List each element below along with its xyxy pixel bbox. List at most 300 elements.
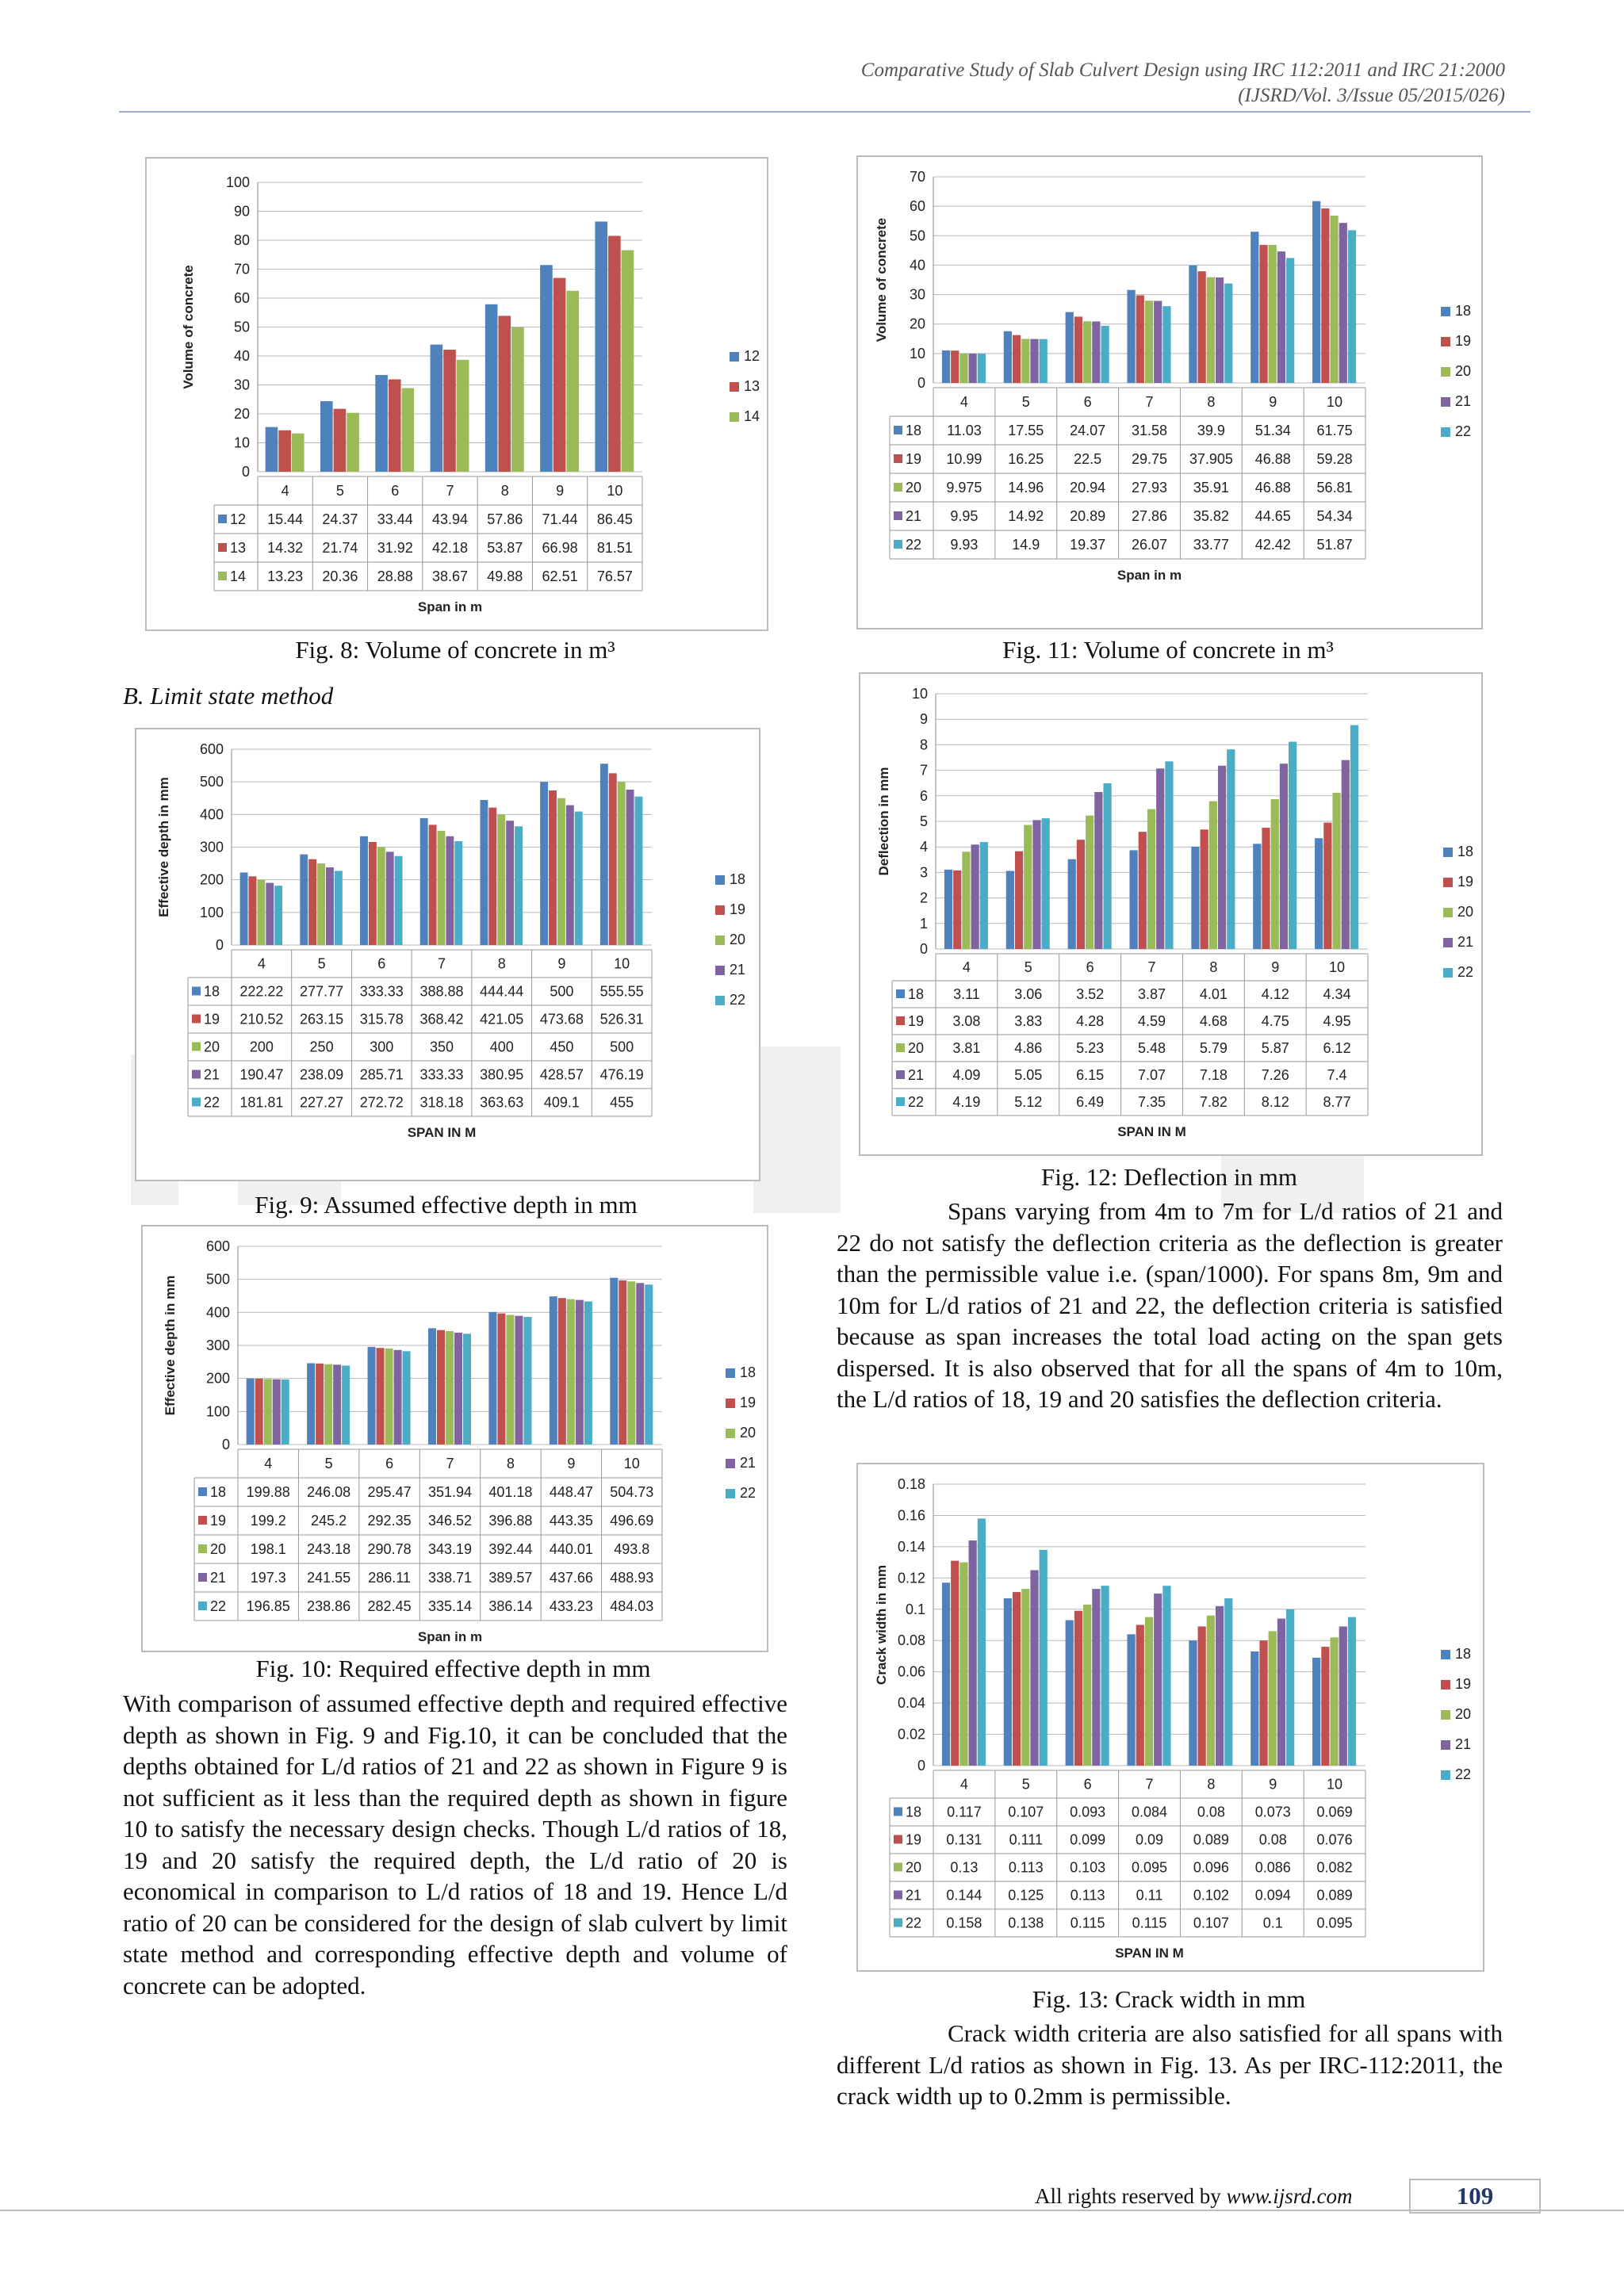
bar [326, 867, 334, 945]
data-value: 210.52 [239, 1011, 284, 1027]
data-value: 7.18 [1199, 1067, 1228, 1083]
legend-key [1441, 307, 1450, 316]
legend-label: 13 [744, 378, 760, 394]
data-value: 4.12 [1261, 986, 1289, 1002]
data-value: 5.79 [1199, 1040, 1228, 1056]
bar [1277, 251, 1285, 383]
bar [394, 1350, 402, 1445]
legend-key [726, 1429, 735, 1438]
data-value: 14.92 [1008, 508, 1044, 524]
table-legend-key [896, 1097, 905, 1106]
bar [971, 844, 979, 949]
bar [428, 1328, 436, 1445]
legend-label: 21 [1455, 393, 1472, 409]
data-value: 7.35 [1137, 1094, 1166, 1110]
legend-key [730, 382, 739, 392]
bar [618, 782, 626, 945]
bar [316, 1364, 324, 1445]
y-axis-title: Crack width in mm [874, 1564, 889, 1686]
data-value: 315.78 [359, 1011, 404, 1027]
bar [437, 1330, 445, 1445]
fig11-caption: Fig. 11: Volume of concrete in m³ [1002, 636, 1334, 664]
data-value: 6.49 [1076, 1094, 1105, 1110]
data-value: 181.81 [239, 1094, 284, 1111]
y-tick-label: 0 [917, 1758, 925, 1774]
data-value: 4.01 [1199, 986, 1228, 1002]
data-value: 300 [370, 1039, 394, 1055]
legend-label: 20 [1455, 1706, 1472, 1722]
data-value: 61.75 [1316, 423, 1353, 438]
y-tick-label: 400 [205, 1304, 230, 1321]
data-value: 368.42 [419, 1011, 464, 1027]
data-value: 27.86 [1131, 508, 1168, 524]
data-value: 5.48 [1137, 1040, 1166, 1056]
bar [1286, 1609, 1294, 1766]
table-legend-key [894, 1891, 902, 1900]
legend-key [1443, 968, 1453, 978]
bar [1154, 301, 1162, 383]
legend-key [1441, 397, 1450, 407]
data-value: 433.23 [549, 1598, 593, 1614]
x-tick-label: 5 [324, 1456, 333, 1471]
bar [506, 1314, 514, 1445]
bar [550, 1296, 557, 1445]
data-value: 400 [489, 1039, 514, 1055]
y-tick-label: 0.04 [897, 1695, 925, 1712]
bar [385, 1349, 393, 1445]
bar [622, 251, 634, 472]
data-value: 0.111 [1009, 1831, 1043, 1848]
data-value: 496.69 [610, 1513, 654, 1529]
bar [264, 1379, 272, 1445]
bar [511, 327, 524, 472]
bar [1348, 1617, 1356, 1766]
y-tick-label: 60 [233, 290, 250, 306]
bar [566, 291, 579, 472]
x-tick-label: 5 [1024, 959, 1032, 975]
data-value: 0.089 [1193, 1831, 1229, 1848]
data-value: 14.32 [267, 540, 304, 556]
legend-key [1443, 938, 1453, 947]
bar [334, 409, 347, 472]
table-series-label: 19 [204, 1011, 220, 1027]
y-tick-label: 80 [233, 232, 250, 248]
bar [488, 1312, 496, 1445]
y-tick-label: 8 [919, 737, 928, 753]
bar [1013, 1592, 1021, 1766]
bar [1127, 290, 1135, 383]
data-value: 0.08 [1258, 1831, 1287, 1848]
bar [1191, 847, 1199, 949]
table-series-label: 19 [210, 1513, 227, 1529]
data-value: 4.75 [1261, 1013, 1289, 1029]
table-series-label: 20 [908, 1040, 925, 1056]
data-value: 246.08 [307, 1484, 351, 1500]
bar [438, 831, 446, 945]
y-axis-title: Effective depth in mm [156, 777, 171, 917]
fig8-caption: Fig. 8: Volume of concrete in m³ [295, 636, 615, 664]
data-value: 19.37 [1070, 537, 1106, 553]
y-tick-label: 500 [205, 1271, 230, 1288]
data-value: 440.01 [549, 1541, 593, 1557]
fig11-plot [858, 157, 1481, 628]
x-tick-label: 5 [335, 483, 344, 499]
data-value: 51.34 [1254, 423, 1291, 438]
data-value: 555.55 [599, 983, 644, 1000]
bar [307, 1363, 315, 1445]
table-legend-key [218, 543, 227, 552]
table-legend-key [198, 1516, 207, 1525]
bar [1342, 760, 1350, 949]
bar [1321, 209, 1329, 383]
bar [1139, 832, 1147, 949]
fig11-chart [856, 155, 1483, 629]
bar [282, 1380, 289, 1445]
table-legend-key [198, 1544, 207, 1553]
bar [1189, 1640, 1197, 1766]
bar [515, 1316, 523, 1445]
data-value: 42.18 [431, 540, 469, 556]
data-value: 190.47 [239, 1066, 284, 1083]
data-value: 17.55 [1008, 423, 1044, 438]
legend-key [1441, 367, 1450, 377]
fig9-plot [136, 729, 759, 1180]
data-value: 5.12 [1014, 1094, 1043, 1110]
bar [257, 880, 265, 945]
y-tick-label: 20 [909, 316, 925, 332]
data-value: 238.09 [300, 1066, 344, 1083]
bar [1077, 840, 1085, 949]
data-value: 292.35 [367, 1513, 412, 1529]
table-series-label: 18 [906, 1804, 922, 1820]
bar [1004, 331, 1012, 383]
y-tick-label: 600 [205, 1238, 230, 1254]
y-tick-label: 300 [205, 1337, 230, 1353]
legend-key [726, 1368, 735, 1378]
bar [969, 354, 977, 383]
bar [320, 401, 333, 472]
y-tick-label: 0 [241, 464, 250, 480]
table-legend-key [192, 1098, 201, 1107]
table-legend-key [198, 1601, 207, 1610]
y-axis-title: Effective depth in mm [163, 1275, 178, 1416]
bar [1262, 828, 1270, 949]
data-value: 7.26 [1261, 1067, 1289, 1083]
data-value: 3.06 [1014, 986, 1043, 1002]
data-value: 0.099 [1070, 1831, 1106, 1848]
legend-key [1441, 1680, 1450, 1689]
table-legend-key [894, 540, 902, 549]
table-legend-key [894, 1835, 902, 1844]
bar [962, 851, 970, 949]
data-value: 333.33 [359, 983, 404, 1000]
x-axis-title: SPAN IN M [1117, 1124, 1186, 1139]
bar [1006, 871, 1014, 949]
y-tick-label: 9 [919, 711, 928, 728]
bar [342, 1365, 350, 1445]
bar [249, 876, 257, 945]
x-tick-label: 4 [264, 1456, 273, 1471]
bar [610, 1278, 618, 1445]
data-value: 437.66 [549, 1570, 593, 1586]
bar [506, 821, 514, 945]
legend-label: 12 [744, 348, 760, 364]
legend-label: 19 [1457, 874, 1474, 890]
fig13-chart [856, 1463, 1484, 1972]
bar [1253, 844, 1261, 949]
bar [969, 1540, 977, 1766]
bar [1207, 277, 1215, 383]
bar [1201, 829, 1208, 949]
running-header-issue: (IJSRD/Vol. 3/Issue 05/2015/026) [1238, 85, 1505, 106]
data-value: 71.44 [542, 511, 578, 527]
table-series-label: 14 [230, 568, 247, 584]
y-tick-label: 0 [917, 375, 925, 391]
bar [1101, 326, 1109, 383]
y-tick-label: 200 [199, 871, 224, 888]
y-tick-label: 0.16 [897, 1507, 925, 1524]
y-tick-label: 0.1 [905, 1601, 925, 1617]
bar [1101, 1586, 1109, 1766]
bar [557, 798, 565, 945]
fig9-chart [135, 728, 760, 1181]
bar [1032, 820, 1040, 949]
data-value: 4.09 [952, 1067, 981, 1083]
bar [395, 856, 403, 945]
bar [951, 350, 959, 383]
data-value: 0.102 [1193, 1887, 1229, 1904]
data-value: 0.073 [1254, 1804, 1291, 1820]
data-value: 46.88 [1254, 451, 1291, 467]
bar [317, 863, 325, 945]
table-legend-key [192, 1015, 201, 1024]
x-tick-label: 7 [446, 483, 454, 499]
data-value: 49.88 [487, 568, 523, 584]
bar [627, 1281, 635, 1445]
x-axis-title: Span in m [417, 1629, 483, 1644]
data-value: 37.905 [1189, 451, 1233, 467]
x-tick-label: 7 [437, 955, 446, 972]
table-legend-key [218, 515, 227, 523]
y-tick-label: 50 [233, 319, 250, 335]
bar [1040, 339, 1048, 383]
bar [609, 773, 617, 945]
data-value: 15.44 [267, 511, 304, 527]
data-value: 81.51 [596, 540, 633, 556]
bar [274, 886, 282, 945]
bar [255, 1379, 263, 1445]
x-tick-label: 6 [391, 483, 400, 499]
data-value: 0.131 [946, 1831, 982, 1848]
data-value: 335.14 [427, 1598, 473, 1614]
data-value: 7.4 [1327, 1067, 1347, 1083]
legend-label: 22 [730, 992, 746, 1008]
bar [1209, 802, 1217, 949]
bar [1040, 1550, 1048, 1766]
table-series-label: 21 [204, 1066, 220, 1083]
y-tick-label: 200 [205, 1370, 230, 1387]
data-value: 26.07 [1131, 537, 1168, 553]
x-tick-label: 9 [1269, 394, 1277, 410]
table-series-label: 19 [908, 1013, 925, 1029]
bar [1271, 799, 1279, 949]
bar [1315, 838, 1323, 949]
bar [1251, 232, 1258, 383]
data-value: 0.089 [1316, 1887, 1353, 1904]
fig10-plot [143, 1226, 767, 1651]
bar [1207, 1616, 1215, 1766]
x-tick-label: 4 [959, 1776, 968, 1793]
x-tick-label: 9 [1269, 1776, 1277, 1793]
x-tick-label: 5 [1021, 394, 1030, 410]
fig13-caption: Fig. 13: Crack width in mm [1032, 1985, 1306, 2013]
data-value: 24.37 [322, 511, 358, 527]
data-value: 476.19 [599, 1066, 644, 1083]
bar [1094, 792, 1102, 949]
legend-key [730, 412, 739, 422]
fig8-chart [145, 157, 768, 631]
bar [1024, 825, 1032, 949]
footer-site-link[interactable]: www.ijsrd.com [1226, 2184, 1353, 2208]
x-tick-label: 6 [377, 955, 386, 972]
y-tick-label: 6 [919, 787, 928, 804]
data-value: 389.57 [488, 1570, 533, 1586]
data-value: 250 [309, 1039, 334, 1055]
bar [480, 800, 488, 945]
bar [1350, 725, 1358, 949]
bar [576, 1300, 584, 1445]
bar [1136, 1625, 1144, 1766]
bar [324, 1364, 332, 1445]
data-value: 0.094 [1254, 1887, 1291, 1904]
legend-key [715, 905, 725, 915]
y-tick-label: 100 [199, 904, 224, 920]
y-tick-label: 10 [909, 345, 925, 362]
legend-label: 21 [740, 1455, 756, 1471]
footer-rights [1035, 2184, 1352, 2209]
page-number: 109 [1409, 2179, 1541, 2214]
bar [1259, 1640, 1267, 1766]
y-tick-label: 0.02 [897, 1726, 925, 1743]
x-tick-label: 8 [506, 1456, 515, 1471]
bar [636, 1283, 644, 1445]
data-value: 455 [610, 1094, 634, 1111]
data-value: 13.23 [267, 568, 304, 584]
x-tick-label: 8 [1209, 959, 1218, 975]
bar [497, 814, 505, 945]
table-legend-key [218, 572, 227, 580]
bar [273, 1380, 281, 1445]
bar [1083, 321, 1091, 383]
bar [595, 221, 607, 472]
legend-label: 19 [730, 901, 746, 917]
table-series-label: 12 [230, 511, 247, 527]
table-series-label: 18 [210, 1484, 227, 1500]
table-legend-key [198, 1487, 207, 1496]
bar [347, 413, 359, 472]
data-value: 7.82 [1199, 1094, 1228, 1110]
x-tick-label: 10 [1327, 1776, 1343, 1793]
y-tick-label: 40 [233, 348, 250, 364]
bar [375, 375, 388, 472]
legend-key [1441, 1710, 1450, 1720]
bar [1103, 783, 1111, 949]
bar [1321, 1647, 1329, 1766]
legend-label: 22 [1455, 1766, 1472, 1782]
y-tick-label: 100 [205, 1403, 230, 1420]
bar [485, 304, 498, 472]
bar [619, 1280, 626, 1445]
y-tick-label: 50 [909, 228, 925, 244]
data-value: 0.11 [1136, 1887, 1163, 1904]
data-value: 0.117 [947, 1804, 982, 1820]
bar [443, 350, 456, 472]
data-value: 3.83 [1014, 1013, 1043, 1029]
bar [1156, 768, 1164, 949]
bar [1198, 271, 1206, 383]
x-tick-label: 4 [959, 394, 968, 410]
bar [1021, 339, 1029, 383]
data-value: 31.58 [1131, 423, 1168, 438]
y-tick-label: 0.18 [897, 1476, 925, 1492]
fig9-caption: Fig. 9: Assumed effective depth in mm [255, 1191, 638, 1219]
data-value: 0.095 [1316, 1915, 1353, 1931]
data-value: 9.93 [950, 537, 979, 553]
bar [369, 842, 377, 945]
y-tick-label: 500 [199, 774, 224, 790]
table-legend-key [894, 483, 902, 492]
bar [942, 350, 950, 383]
data-value: 20.89 [1070, 508, 1106, 524]
bar [1030, 1570, 1038, 1766]
bar [634, 797, 642, 945]
bar [959, 1563, 967, 1766]
data-value: 0.138 [1008, 1915, 1044, 1931]
data-value: 338.71 [427, 1570, 473, 1586]
data-value: 0.13 [950, 1859, 979, 1876]
bar [1289, 742, 1297, 949]
data-value: 386.14 [488, 1598, 533, 1614]
bar [1339, 223, 1347, 383]
bar [1277, 1619, 1285, 1766]
data-value: 22.5 [1074, 451, 1102, 467]
data-value: 263.15 [300, 1011, 344, 1027]
x-axis-title: SPAN IN M [407, 1125, 477, 1140]
x-tick-label: 4 [962, 959, 971, 975]
data-value: 86.45 [596, 511, 633, 527]
y-tick-label: 60 [909, 198, 925, 215]
data-value: 33.44 [377, 511, 413, 527]
legend-label: 22 [740, 1485, 756, 1501]
x-tick-label: 7 [1147, 959, 1156, 975]
data-value: 16.25 [1008, 451, 1044, 467]
fig10-caption: Fig. 10: Required effective depth in mm [255, 1655, 651, 1682]
bar [403, 1351, 411, 1445]
data-value: 46.88 [1254, 480, 1291, 496]
x-tick-label: 4 [257, 955, 266, 972]
data-value: 318.18 [419, 1094, 464, 1111]
x-tick-label: 7 [1145, 1776, 1154, 1793]
bar [498, 316, 511, 472]
legend-label: 21 [1455, 1736, 1472, 1752]
bar [540, 265, 553, 472]
data-value: 0.113 [1008, 1859, 1044, 1876]
data-value: 350 [429, 1039, 454, 1055]
bar [1083, 1605, 1091, 1766]
data-value: 488.93 [610, 1570, 654, 1586]
bar [360, 836, 368, 945]
bar [1323, 823, 1331, 949]
